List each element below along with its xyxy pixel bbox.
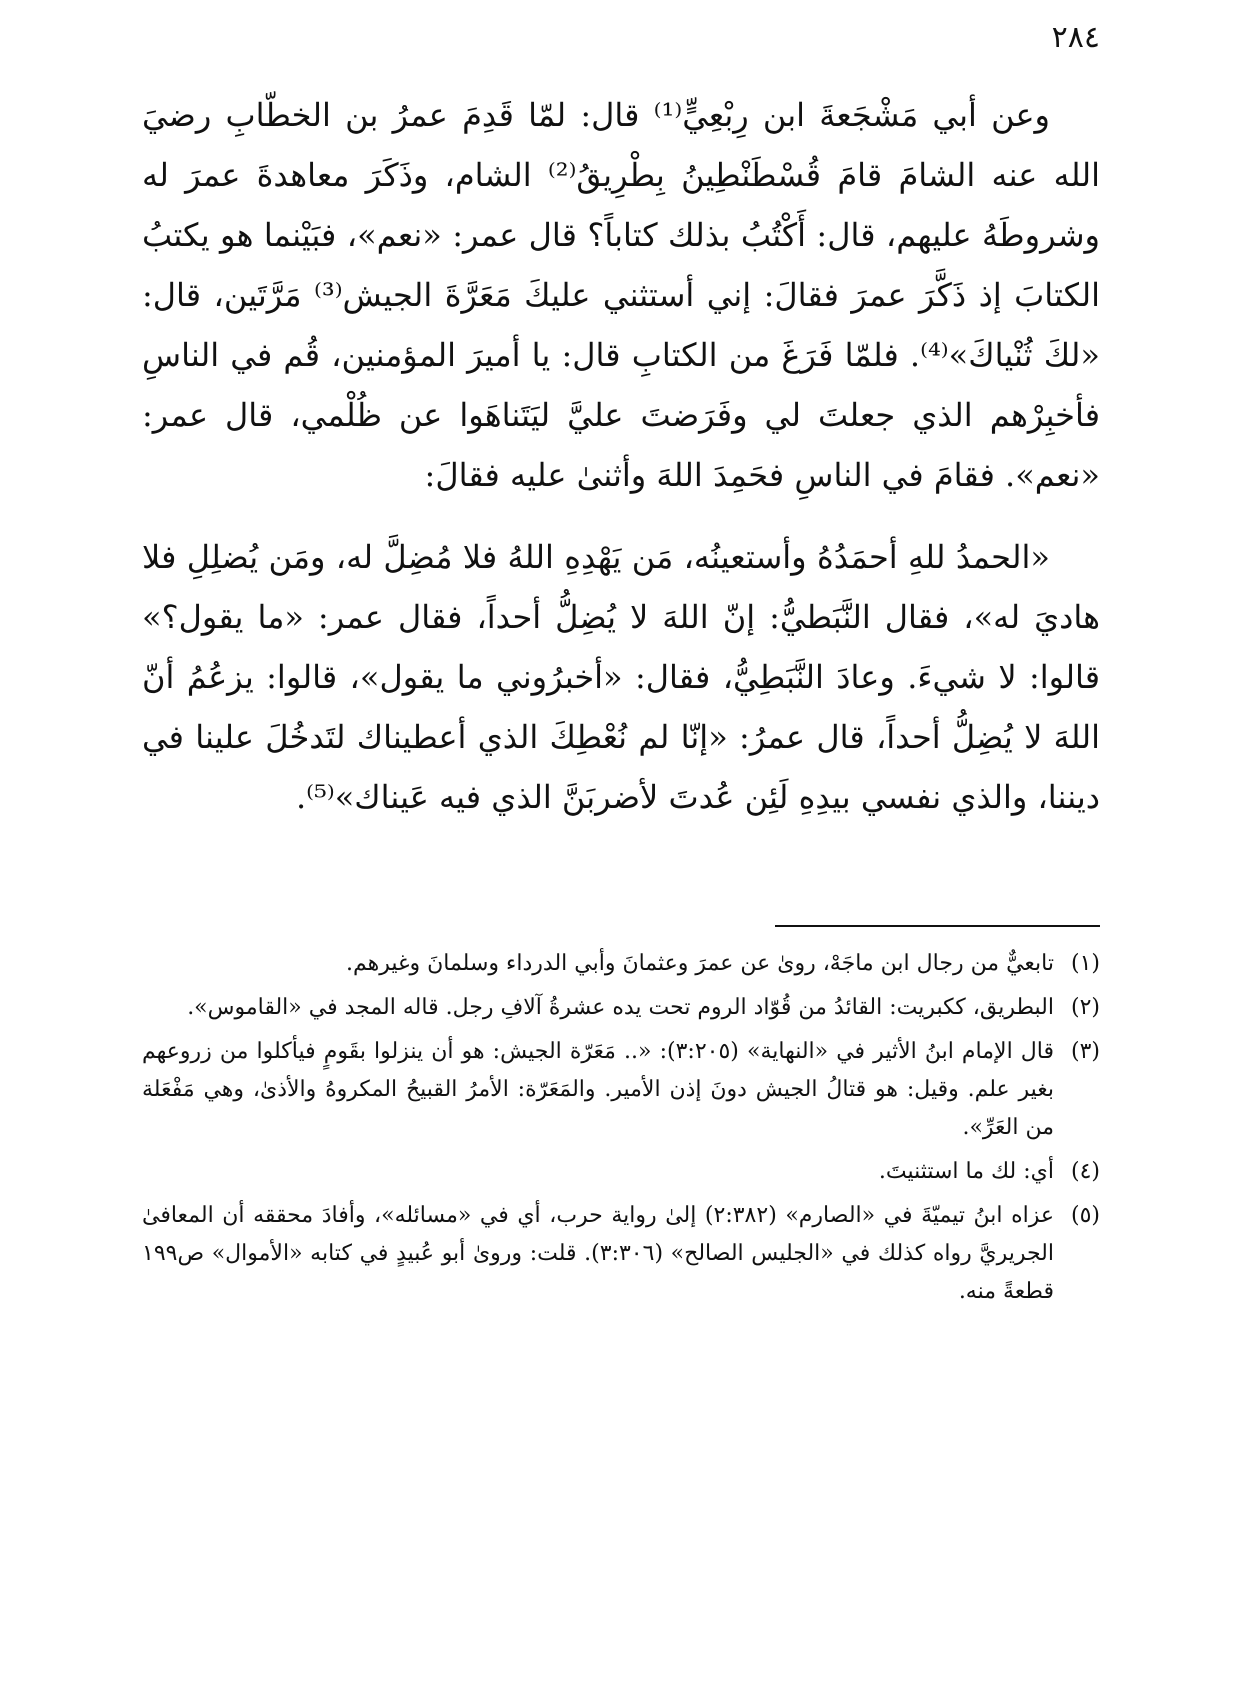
paragraph-2: «الحمدُ للهِ أحمَدُهُ وأستعينُه، مَن يَهْدِهِ اللهُ فلا مُضِلَّ له، ومَن يُضلِلِ فلا هاديَ له»، فقال النَّبَطيُّ: إنّ اللهَ لا يُضِلُّ أحداً، فقال عمر: «ما يقول؟» قالوا: لا شيءَ. وعادَ النَّبَطِيُّ، فقال: «أخبرُوني ما يقول»، قالوا: يزعُمُ أنّ اللهَ لا يُضِلُّ أحداً، قال عمرُ: «إنّا لم نُعْطِكَ الذي أعطيناك لتَدخُلَ علينا في ديننا، والذي نفسي بيدِهِ لَئِن عُدتَ لأضربَنَّ الذي فيه عَيناك»⁽⁵⁾. — [142, 538, 1100, 816]
footnote-3 — [142, 1033, 1100, 1147]
footnote-text: البطريق، ككبريت: القائدُ من قُوّاد الروم تحت يده عشرةُ آلافِ رجل. قاله المجد في «القاموس». — [187, 995, 1054, 1020]
footnotes — [142, 945, 1100, 1317]
footnote-5 — [142, 1197, 1100, 1311]
footnote-number: (٥) — [1070, 1203, 1100, 1228]
footnote-number: (١) — [1070, 951, 1100, 976]
footnote-number: (٤) — [1070, 1159, 1100, 1184]
footnote-number: (٢) — [1070, 995, 1100, 1020]
footnote-1 — [142, 945, 1100, 983]
page-number: ٢٨٤ — [1051, 20, 1100, 55]
footnote-2 — [142, 989, 1100, 1027]
paragraph-1: وعن أبي مَشْجَعةَ ابن رِبْعِيٍّ⁽¹⁾ قال: لمّا قَدِمَ عمرُ بن الخطّابِ رضيَ الله عنه الشامَ قامَ قُسْطَنْطِينُ بِطْرِيقُ⁽²⁾ الشام، وذَكَرَ معاهدةَ عمرَ له وشروطَهُ عليهم، قال: أَكْتُبُ بذلك كتاباً؟ قال عمر: «نعم»، فبَيْنما هو يكتبُ الكتابَ إذ ذَكَّرَ عمرَ فقالَ: إني أستثني عليكَ مَعَرَّةَ الجيش⁽³⁾ مَرَّتَين، قال: «لكَ ثُنْياكَ»⁽⁴⁾. فلمّا فَرَغَ من الكتابِ قال: يا أميرَ المؤمنين، قُم في الناسِ فأخبِرْهم الذي جعلتَ لي وفَرَضتَ عليَّ ليَتَناهَوا عن ظُلْمي، قال عمر: «نعم». فقامَ في الناسِ فحَمِدَ اللهَ وأثنىٰ عليه فقالَ: — [142, 96, 1101, 494]
footnote-text: أي: لك ما استثنيتَ. — [878, 1159, 1054, 1184]
footnote-number: (٣) — [1070, 1039, 1100, 1064]
footnote-text: تابعيٌّ من رجال ابن ماجَهْ، روىٰ عن عمرَ وعثمانَ وأبي الدرداء وسلمانَ وغيرهم. — [345, 951, 1054, 976]
footnote-text: عزاه ابنُ تيميّةَ في «الصارم» (٢:٣٨٢) إلىٰ رواية حرب، أي في «مسائله»، وأفادَ محققه أن المعافىٰ الجريريَّ رواه كذلك في «الجليس الصالح» (٣:٣٠٦). قلت: وروىٰ أبو عُبيدٍ في كتابه «الأموال» ص١٩٩ قطعةً منه. — [142, 1203, 1055, 1304]
footnote-4 — [142, 1153, 1100, 1191]
footnote-text: قال الإمام ابنُ الأثير في «النهاية» (٣:٢٠٥): «.. مَعَرّة الجيش: هو أن ينزلوا بقَومٍ فيأكلوا من زروعهم بغير علم. وقيل: هو قتالُ الجيش دونَ إذن الأمير. والمَعَرّة: الأمرُ القبيحُ المكروهُ والأذىٰ، وهي مَفْعَلة من العَرِّ». — [142, 1039, 1054, 1140]
footnote-separator — [775, 925, 1100, 927]
main-text — [142, 85, 1100, 827]
